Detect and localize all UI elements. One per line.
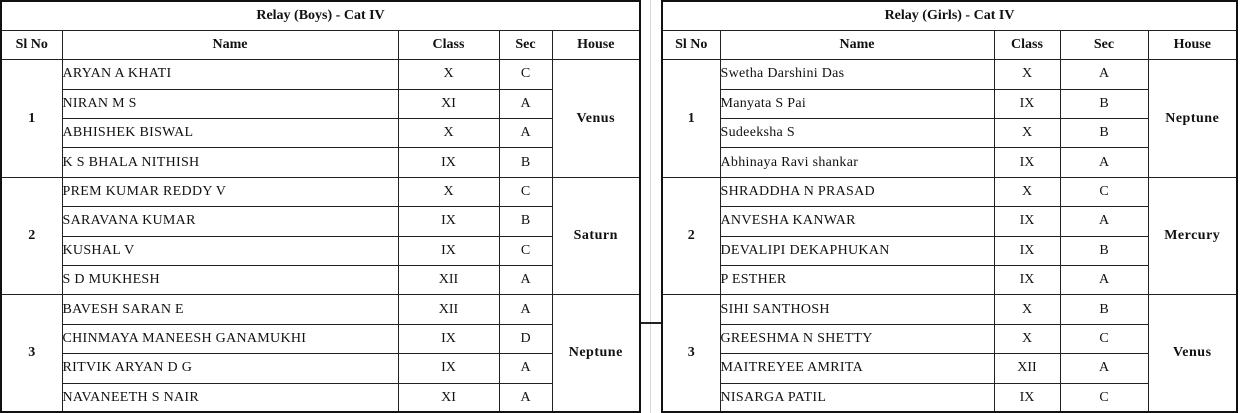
student-section: D [499,324,552,353]
student-section: B [1060,295,1148,324]
student-name: CHINMAYA MANEESH GANAMUKHI [62,324,398,353]
student-section: A [499,295,552,324]
column-header-name: Name [62,30,398,59]
student-class: IX [994,383,1060,412]
student-name: DEVALIPI DEKAPHUKAN [720,236,994,265]
student-section: C [499,177,552,206]
student-section: B [499,148,552,177]
student-section: A [1060,354,1148,383]
student-name: Abhinaya Ravi shankar [720,148,994,177]
student-name: SHRADDHA N PRASAD [720,177,994,206]
table-row [1,295,640,324]
student-name: Manyata S Pai [720,89,994,118]
title-row [1,1,640,30]
table-title: Relay (Boys) - Cat IV [1,1,640,30]
house-name: Venus [1148,295,1237,413]
serial-number: 1 [662,60,720,178]
student-section: C [1060,177,1148,206]
header-row [1,30,640,59]
student-name: Sudeeksha S [720,119,994,148]
student-class: IX [398,354,499,383]
student-name: NIRAN M S [62,89,398,118]
student-class: X [398,177,499,206]
student-class: XII [398,266,499,295]
serial-number: 1 [1,60,62,178]
student-name: BAVESH SARAN E [62,295,398,324]
table-row [1,148,640,177]
column-header-sec: Sec [499,30,552,59]
column-header-sl: Sl No [1,30,62,59]
student-class: IX [398,324,499,353]
student-section: C [499,236,552,265]
student-section: B [499,207,552,236]
student-section: C [1060,324,1148,353]
student-name: SIHI SANTHOSH [720,295,994,324]
table-title: Relay (Girls) - Cat IV [662,1,1237,30]
student-class: IX [398,236,499,265]
student-name: K S BHALA NITHISH [62,148,398,177]
student-class: XI [398,383,499,412]
table-row [662,295,1237,324]
relay-girls-table [661,0,1238,413]
student-name: GREESHMA N SHETTY [720,324,994,353]
student-name: NAVANEETH S NAIR [62,383,398,412]
student-class: X [994,60,1060,89]
student-class: IX [398,148,499,177]
student-section: A [1060,266,1148,295]
student-name: NISARGA PATIL [720,383,994,412]
house-name: Neptune [552,295,640,413]
student-section: A [1060,148,1148,177]
column-header-house: House [552,30,640,59]
student-class: IX [994,207,1060,236]
student-class: X [994,324,1060,353]
student-section: A [499,354,552,383]
student-section: B [1060,89,1148,118]
student-section: A [499,89,552,118]
student-section: A [499,266,552,295]
table-row [1,89,640,118]
student-class: IX [994,148,1060,177]
student-name: PREM KUMAR REDDY V [62,177,398,206]
student-name: Swetha Darshini Das [720,60,994,89]
student-class: XII [398,295,499,324]
table-row [1,236,640,265]
student-name: ARYAN A KHATI [62,60,398,89]
student-section: C [499,60,552,89]
table-row [1,266,640,295]
student-class: XI [398,89,499,118]
student-class: XII [994,354,1060,383]
student-class: IX [994,266,1060,295]
student-name: P ESTHER [720,266,994,295]
student-class: X [398,119,499,148]
serial-number: 3 [662,295,720,413]
student-section: B [1060,119,1148,148]
student-section: A [499,383,552,412]
header-row [662,30,1237,59]
title-row [662,1,1237,30]
student-name: KUSHAL V [62,236,398,265]
column-header-house: House [1148,30,1237,59]
student-name: ANVESHA KANWAR [720,207,994,236]
house-name: Mercury [1148,177,1237,295]
table-row [662,60,1237,89]
student-name: SARAVANA KUMAR [62,207,398,236]
house-name: Neptune [1148,60,1237,178]
student-class: X [994,119,1060,148]
student-section: A [499,119,552,148]
column-header-cls: Class [994,30,1060,59]
house-name: Venus [552,60,640,178]
serial-number: 3 [1,295,62,413]
table-row [1,60,640,89]
student-class: X [398,60,499,89]
student-section: A [1060,60,1148,89]
table-row [1,177,640,206]
student-section: B [1060,236,1148,265]
student-name: ABHISHEK BISWAL [62,119,398,148]
table-row [1,324,640,353]
column-header-name: Name [720,30,994,59]
table-row [662,177,1237,206]
column-header-sl: Sl No [662,30,720,59]
student-name: RITVIK ARYAN D G [62,354,398,383]
serial-number: 2 [1,177,62,295]
table-row [1,207,640,236]
student-section: C [1060,383,1148,412]
house-name: Saturn [552,177,640,295]
student-class: IX [398,207,499,236]
column-header-cls: Class [398,30,499,59]
student-class: IX [994,236,1060,265]
student-name: S D MUKHESH [62,266,398,295]
student-class: IX [994,89,1060,118]
column-header-sec: Sec [1060,30,1148,59]
student-class: X [994,295,1060,324]
student-class: X [994,177,1060,206]
table-row [1,119,640,148]
table-row [1,354,640,383]
serial-number: 2 [662,177,720,295]
table-row [1,383,640,412]
student-section: A [1060,207,1148,236]
student-name: MAITREYEE AMRITA [720,354,994,383]
